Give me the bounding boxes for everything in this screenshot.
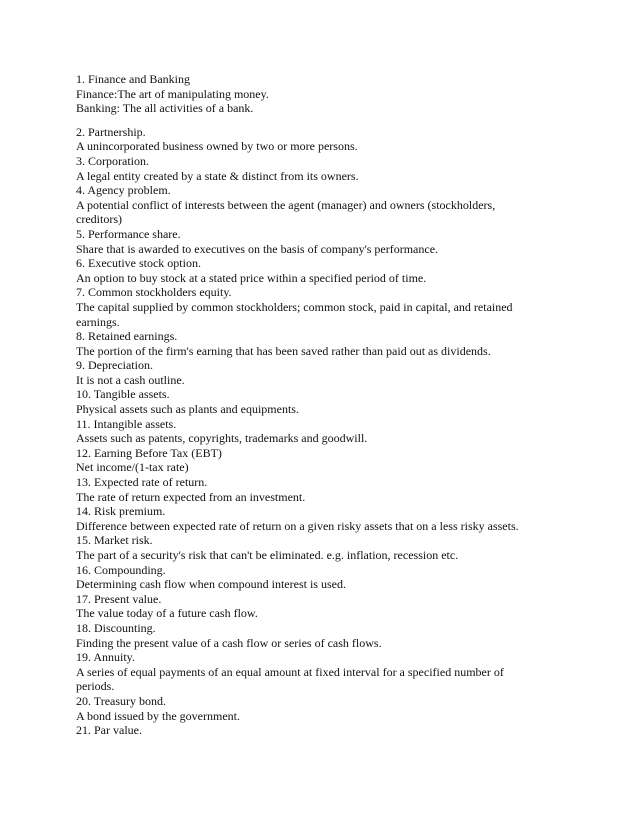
heading-performance-share: 5. Performance share. [76, 226, 181, 241]
definition-discounting: Finding the present value of a cash flow or series of cash flows. [76, 635, 382, 650]
definition-treasury-bond: A bond issued by the government. [76, 708, 240, 723]
definition-annuity-cont: periods. [76, 679, 115, 694]
heading-treasury-bond: 20. Treasury bond. [76, 693, 167, 708]
heading-present-value: 17. Present value. [76, 591, 162, 606]
heading-ebt: 12. Earning Before Tax (EBT) [76, 445, 222, 460]
definition-executive-stock-option: An option to buy stock at a stated price within a specified period of time. [76, 270, 427, 285]
definition-intangible-assets: Assets such as patents, copyrights, trademarks and goodwill. [76, 431, 368, 446]
heading-common-stockholders-equity: 7. Common stockholders equity. [76, 285, 232, 300]
definition-banking: Banking: The all activities of a bank. [76, 101, 254, 116]
definition-tangible-assets: Physical assets such as plants and equipments. [76, 402, 299, 417]
definition-common-stockholders-equity-cont: earnings. [76, 314, 120, 329]
heading-risk-premium: 14. Risk premium. [76, 504, 166, 519]
heading-compounding: 16. Compounding. [76, 562, 166, 577]
heading-agency-problem: 4. Agency problem. [76, 183, 171, 198]
definition-agency-problem-cont: creditors) [76, 212, 122, 227]
definition-retained-earnings: The portion of the firm's earning that has been saved rather than paid out as dividends. [76, 343, 491, 358]
heading-depreciation: 9. Depreciation. [76, 358, 153, 373]
definition-common-stockholders-equity: The capital supplied by common stockholders; common stock, paid in capital, and retained [76, 299, 513, 314]
definition-expected-return: The rate of return expected from an investment. [76, 489, 306, 504]
heading-market-risk: 15. Market risk. [76, 533, 153, 548]
definition-performance-share: Share that is awarded to executives on the basis of company's performance. [76, 241, 439, 256]
definition-partnership: A unincorporated business owned by two or more persons. [76, 139, 358, 154]
heading-discounting: 18. Discounting. [76, 620, 156, 635]
heading-tangible-assets: 10. Tangible assets. [76, 387, 170, 402]
definition-compounding: Determining cash flow when compound interest is used. [76, 577, 346, 592]
definition-market-risk: The part of a security's risk that can't be eliminated. e.g. inflation, recession etc. [76, 548, 459, 562]
definition-risk-premium: Difference between expected rate of return on a given risky assets that on a less risky assets. [76, 518, 519, 533]
definition-agency-problem: A potential conflict of interests between the agent (manager) and owners (stockholders, [76, 197, 496, 212]
definition-depreciation: It is not a cash outline. [76, 372, 185, 387]
heading-partnership: 2. Partnership. [76, 124, 146, 139]
heading-corporation: 3. Corporation. [76, 153, 149, 168]
heading-finance-banking: 1. Finance and Banking [76, 72, 190, 86]
definition-ebt: Net income/(1-tax rate) [76, 460, 189, 475]
heading-expected-return: 13. Expected rate of return. [76, 475, 208, 490]
definition-finance: Finance:The art of manipulating money. [76, 86, 269, 101]
definition-corporation: A legal entity created by a state & distinct from its owners. [76, 168, 359, 183]
heading-retained-earnings: 8. Retained earnings. [76, 329, 178, 344]
heading-annuity: 19. Annuity. [76, 650, 135, 665]
definition-present-value: The value today of a future cash flow. [76, 606, 258, 621]
heading-intangible-assets: 11. Intangible assets. [76, 416, 177, 431]
heading-par-value: 21. Par value. [76, 723, 142, 738]
paragraph-gap [76, 116, 616, 125]
heading-executive-stock-option: 6. Executive stock option. [76, 256, 201, 271]
definition-annuity: A series of equal payments of an equal amount at fixed interval for a specified number of [76, 664, 504, 679]
document-page [76, 72, 616, 738]
